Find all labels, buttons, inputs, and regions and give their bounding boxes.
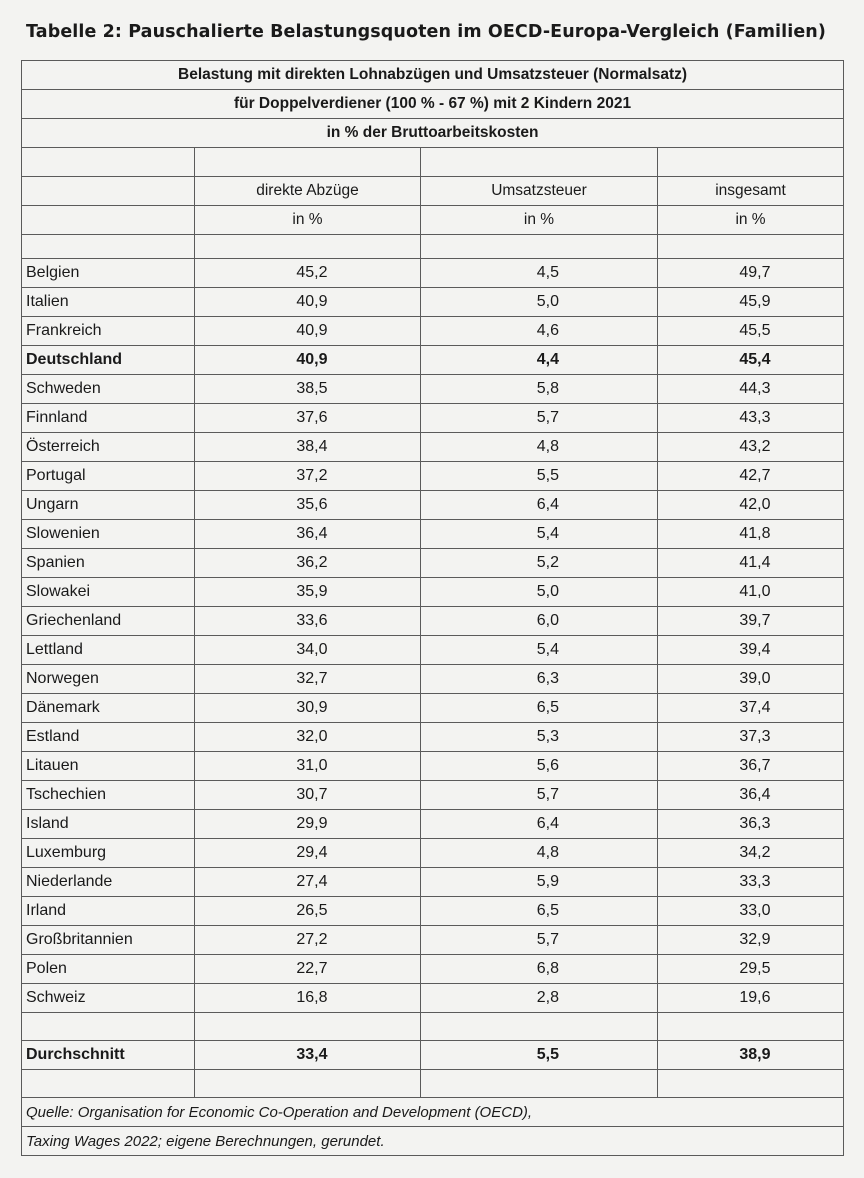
vat-cell: 4,6 <box>536 322 559 339</box>
country-cell: Niederlande <box>22 868 195 897</box>
direct-deductions-cell: 36,2 <box>296 554 328 571</box>
country-cell: Dänemark <box>22 694 195 723</box>
direct-deductions-cell: 32,7 <box>296 670 328 687</box>
country-cell: Belgien <box>22 259 195 288</box>
average-row <box>22 1041 844 1070</box>
country-cell: Schweden <box>22 375 195 404</box>
table-row <box>22 984 844 1013</box>
country-cell: Estland <box>22 723 195 752</box>
direct-deductions-cell: 40,9 <box>296 322 328 339</box>
table-row <box>22 665 844 694</box>
direct-deductions-cell: 33,6 <box>296 612 328 629</box>
table-row <box>22 897 844 926</box>
country-cell: Frankreich <box>22 317 195 346</box>
country-cell: Irland <box>22 897 195 926</box>
total-cell: 42,7 <box>739 467 771 484</box>
column-header-direct: direkte Abzüge <box>195 177 421 206</box>
total-cell: 49,7 <box>739 264 771 281</box>
direct-deductions-cell: 40,9 <box>296 293 328 310</box>
total-cell: 45,4 <box>739 351 771 368</box>
country-cell: Tschechien <box>22 781 195 810</box>
table-row <box>22 317 844 346</box>
country-cell: Slowakei <box>22 578 195 607</box>
table-row <box>22 433 844 462</box>
country-cell: Ungarn <box>22 491 195 520</box>
column-unit-direct: in % <box>195 206 421 235</box>
total-cell: 36,4 <box>739 786 771 803</box>
vat-cell: 5,7 <box>536 409 559 426</box>
total-cell: 36,3 <box>739 815 771 832</box>
total-cell: 41,4 <box>739 554 771 571</box>
total-cell: 45,9 <box>739 293 771 310</box>
direct-deductions-cell: 37,2 <box>296 467 328 484</box>
vat-cell: 6,8 <box>536 960 559 977</box>
vat-cell: 6,0 <box>536 612 559 629</box>
vat-cell: 5,8 <box>536 380 559 397</box>
table-row <box>22 868 844 897</box>
table-row <box>22 578 844 607</box>
table-row <box>22 404 844 433</box>
total-cell: 36,7 <box>739 757 771 774</box>
total-cell: 39,0 <box>739 670 771 687</box>
vat-cell: 4,4 <box>536 351 559 368</box>
direct-deductions-cell: 30,9 <box>296 699 328 716</box>
direct-deductions-cell: 35,6 <box>296 496 328 513</box>
direct-deductions-cell: 16,8 <box>296 989 328 1006</box>
direct-deductions-cell: 29,9 <box>296 815 328 832</box>
table-row <box>22 549 844 578</box>
average-label: Durchschnitt <box>22 1041 195 1070</box>
column-header-vat: Umsatzsteuer <box>421 177 658 206</box>
total-cell: 45,5 <box>739 322 771 339</box>
table-row <box>22 955 844 984</box>
country-cell: Portugal <box>22 462 195 491</box>
source-line-2: Taxing Wages 2022; eigene Berechnungen, gerundet. <box>22 1127 844 1156</box>
direct-deductions-cell: 29,4 <box>296 844 328 861</box>
country-cell: Polen <box>22 955 195 984</box>
vat-cell: 5,3 <box>536 728 559 745</box>
country-cell: Finnland <box>22 404 195 433</box>
vat-cell: 5,5 <box>536 467 559 484</box>
source-line-1: Quelle: Organisation for Economic Co-Operation and Development (OECD), <box>22 1098 844 1127</box>
vat-cell: 5,6 <box>536 757 559 774</box>
table-row <box>22 723 844 752</box>
vat-cell: 5,0 <box>536 293 559 310</box>
table-row <box>22 346 844 375</box>
table-header-line-2: für Doppelverdiener (100 % - 67 %) mit 2 Kindern 2021 <box>22 90 844 119</box>
table-header-line-1: Belastung mit direkten Lohnabzügen und Umsatzsteuer (Normalsatz) <box>22 61 844 90</box>
vat-cell: 2,8 <box>536 989 559 1006</box>
total-cell: 19,6 <box>739 989 771 1006</box>
country-cell: Luxemburg <box>22 839 195 868</box>
country-cell: Österreich <box>22 433 195 462</box>
direct-deductions-cell: 30,7 <box>296 786 328 803</box>
direct-deductions-cell: 35,9 <box>296 583 328 600</box>
direct-deductions-cell: 34,0 <box>296 641 328 658</box>
total-cell: 37,3 <box>739 728 771 745</box>
total-cell: 44,3 <box>739 380 771 397</box>
table-row <box>22 636 844 665</box>
table-row <box>22 607 844 636</box>
total-cell: 39,4 <box>739 641 771 658</box>
direct-deductions-cell: 45,2 <box>296 264 328 281</box>
total-cell: 41,0 <box>739 583 771 600</box>
country-cell: Deutschland <box>22 346 195 375</box>
total-cell: 32,9 <box>739 931 771 948</box>
vat-cell: 5,9 <box>536 873 559 890</box>
vat-cell: 5,2 <box>536 554 559 571</box>
total-cell: 43,2 <box>739 438 771 455</box>
table-row <box>22 839 844 868</box>
table-row <box>22 752 844 781</box>
direct-deductions-cell: 31,0 <box>296 757 328 774</box>
average-vat: 5,5 <box>536 1046 559 1063</box>
total-cell: 39,7 <box>739 612 771 629</box>
table-row <box>22 694 844 723</box>
total-cell: 33,3 <box>739 873 771 890</box>
vat-cell: 4,8 <box>536 438 559 455</box>
country-cell: Schweiz <box>22 984 195 1013</box>
direct-deductions-cell: 27,2 <box>296 931 328 948</box>
country-cell: Slowenien <box>22 520 195 549</box>
vat-cell: 5,4 <box>536 641 559 658</box>
country-cell: Großbritannien <box>22 926 195 955</box>
tax-burden-table <box>21 60 844 1156</box>
table-header-line-3: in % der Bruttoarbeitskosten <box>22 119 844 148</box>
direct-deductions-cell: 32,0 <box>296 728 328 745</box>
direct-deductions-cell: 36,4 <box>296 525 328 542</box>
table-row <box>22 520 844 549</box>
direct-deductions-cell: 37,6 <box>296 409 328 426</box>
total-cell: 37,4 <box>739 699 771 716</box>
vat-cell: 6,5 <box>536 902 559 919</box>
total-cell: 41,8 <box>739 525 771 542</box>
table-row <box>22 288 844 317</box>
table-row <box>22 810 844 839</box>
direct-deductions-cell: 27,4 <box>296 873 328 890</box>
column-unit-total: in % <box>658 206 844 235</box>
total-cell: 43,3 <box>739 409 771 426</box>
vat-cell: 6,5 <box>536 699 559 716</box>
country-cell: Island <box>22 810 195 839</box>
column-unit-vat: in % <box>421 206 658 235</box>
country-cell: Litauen <box>22 752 195 781</box>
total-cell: 29,5 <box>739 960 771 977</box>
vat-cell: 5,7 <box>536 931 559 948</box>
direct-deductions-cell: 26,5 <box>296 902 328 919</box>
table-row <box>22 926 844 955</box>
column-header-total: insgesamt <box>658 177 844 206</box>
vat-cell: 6,4 <box>536 815 559 832</box>
direct-deductions-cell: 40,9 <box>296 351 328 368</box>
table-row <box>22 491 844 520</box>
vat-cell: 4,5 <box>536 264 559 281</box>
country-cell: Italien <box>22 288 195 317</box>
vat-cell: 6,4 <box>536 496 559 513</box>
direct-deductions-cell: 38,4 <box>296 438 328 455</box>
vat-cell: 6,3 <box>536 670 559 687</box>
country-cell: Spanien <box>22 549 195 578</box>
table-row <box>22 781 844 810</box>
country-cell: Norwegen <box>22 665 195 694</box>
country-cell: Lettland <box>22 636 195 665</box>
country-cell: Griechenland <box>22 607 195 636</box>
total-cell: 34,2 <box>739 844 771 861</box>
direct-deductions-cell: 22,7 <box>296 960 328 977</box>
vat-cell: 4,8 <box>536 844 559 861</box>
total-cell: 33,0 <box>739 902 771 919</box>
total-cell: 42,0 <box>739 496 771 513</box>
table-row <box>22 375 844 404</box>
average-direct: 33,4 <box>296 1046 328 1063</box>
vat-cell: 5,0 <box>536 583 559 600</box>
table-row <box>22 462 844 491</box>
page-title: Tabelle 2: Pauschalierte Belastungsquoten im OECD-Europa-Vergleich (Familien) <box>26 22 826 42</box>
direct-deductions-cell: 38,5 <box>296 380 328 397</box>
table-row <box>22 259 844 288</box>
vat-cell: 5,7 <box>536 786 559 803</box>
vat-cell: 5,4 <box>536 525 559 542</box>
average-total: 38,9 <box>739 1046 771 1063</box>
